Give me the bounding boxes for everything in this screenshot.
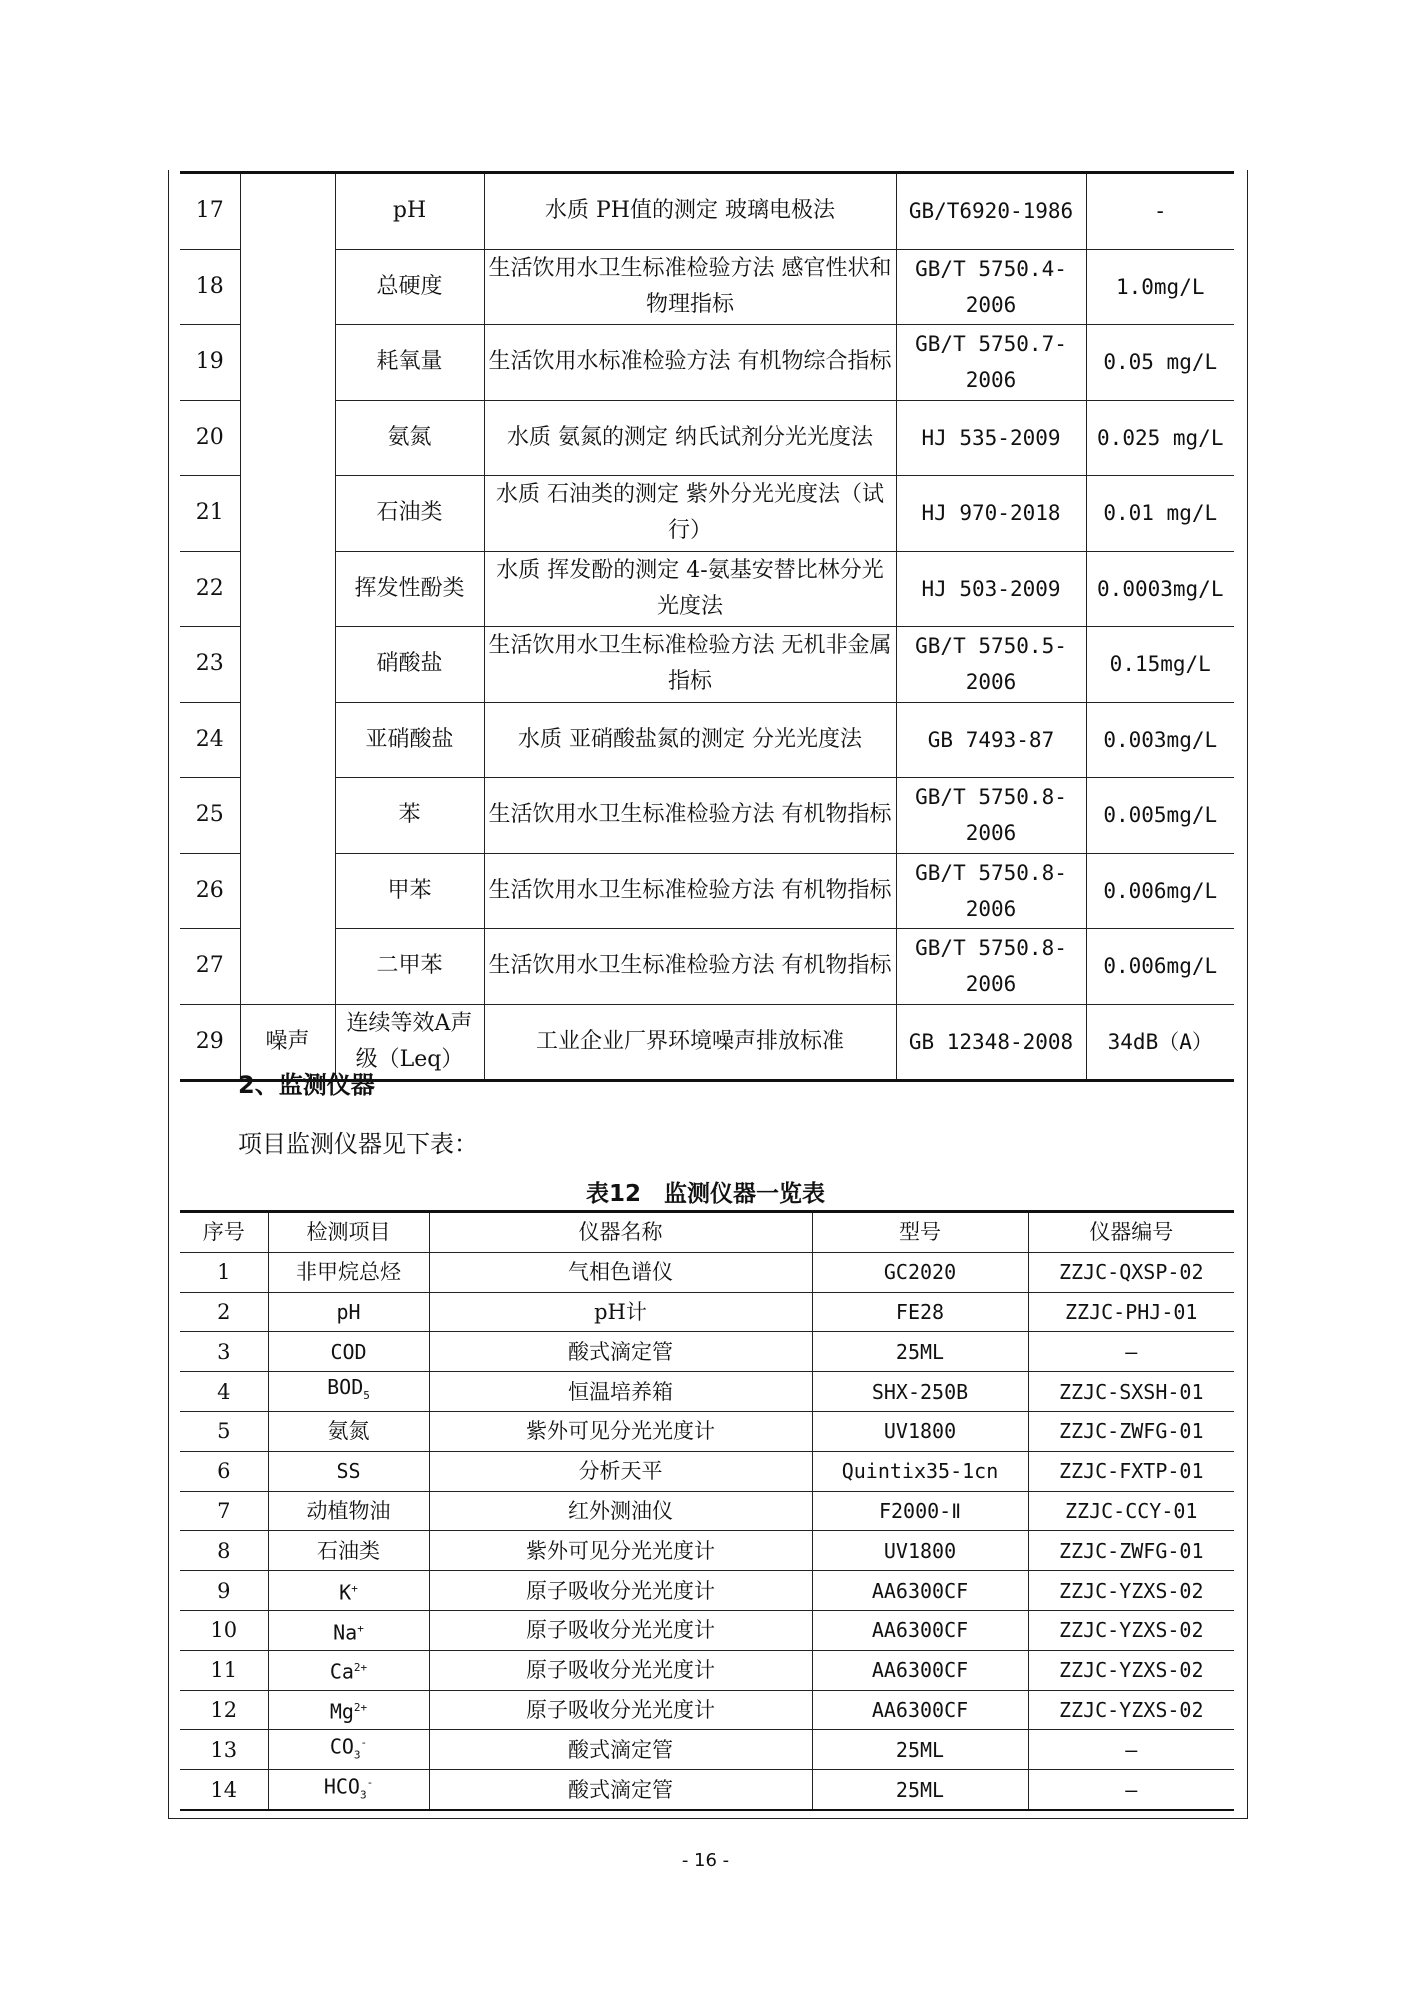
instrument-code: ZZJC-YZXS-02 — [1028, 1650, 1234, 1690]
standard-code: GB/T 5750.8-2006 — [896, 853, 1086, 929]
test-item — [268, 1730, 429, 1770]
test-item-text: Mg — [329, 1699, 354, 1724]
instrument-code: ZZJC-CCY-01 — [1028, 1491, 1234, 1531]
test-item — [268, 1650, 429, 1690]
instrument-code: ZZJC-YZXS-02 — [1028, 1571, 1234, 1611]
method-name: 生活饮用水标准检验方法 有机物综合指标 — [484, 325, 896, 401]
detection-limit: 0.006mg/L — [1086, 929, 1234, 1005]
instrument-model: GC2020 — [812, 1252, 1028, 1292]
standard-code: GB/T 5750.8-2006 — [896, 929, 1086, 1005]
column-header: 型号 — [812, 1212, 1028, 1253]
test-item — [268, 1610, 429, 1650]
item-name: 石油类 — [335, 476, 484, 552]
row-number: 18 — [180, 249, 240, 325]
test-item — [268, 1770, 429, 1810]
table-row — [180, 1730, 1234, 1770]
row-number: 1 — [180, 1252, 268, 1292]
test-item-text: BOD — [327, 1375, 364, 1400]
table-row — [180, 249, 1234, 325]
row-number: 9 — [180, 1571, 268, 1611]
instrument-name: 原子吸收分光光度计 — [429, 1571, 812, 1611]
table-row — [180, 325, 1234, 401]
detection-limit: 0.05 mg/L — [1086, 325, 1234, 401]
table-row — [180, 627, 1234, 703]
instrument-code: ZZJC-PHJ-01 — [1028, 1292, 1234, 1332]
detection-limit: 34dB（A） — [1086, 1004, 1234, 1081]
detection-limit: 0.005mg/L — [1086, 778, 1234, 854]
method-name: 工业企业厂界环境噪声排放标准 — [484, 1004, 896, 1081]
method-name: 水质 氨氮的测定 纳氏试剂分光光度法 — [484, 400, 896, 476]
instrument-name: 原子吸收分光光度计 — [429, 1650, 812, 1690]
test-item-text: CO — [329, 1735, 354, 1760]
instrument-model: FE28 — [812, 1292, 1028, 1332]
instrument-name: 红外测油仪 — [429, 1491, 812, 1531]
row-number: 19 — [180, 325, 240, 401]
test-item — [268, 1252, 429, 1292]
table-row — [180, 1372, 1234, 1412]
row-number: 29 — [180, 1004, 240, 1081]
instrument-code: ZZJC-ZWFG-01 — [1028, 1531, 1234, 1571]
table-row — [180, 1252, 1234, 1292]
method-name: 水质 PH值的测定 玻璃电极法 — [484, 173, 896, 250]
row-number: 8 — [180, 1531, 268, 1571]
test-item — [268, 1332, 429, 1372]
detection-limit: - — [1086, 173, 1234, 250]
column-header: 仪器编号 — [1028, 1212, 1234, 1253]
table-row — [180, 778, 1234, 854]
superscript: + — [357, 1621, 364, 1635]
instrument-code: ZZJC-QXSP-02 — [1028, 1252, 1234, 1292]
standard-code: HJ 503-2009 — [896, 551, 1086, 627]
row-number: 17 — [180, 173, 240, 250]
instrument-code: ZZJC-YZXS-02 — [1028, 1690, 1234, 1730]
row-number: 27 — [180, 929, 240, 1005]
row-number: 10 — [180, 1610, 268, 1650]
subscript: 3 — [359, 1788, 367, 1802]
section-heading: 2、监测仪器 — [238, 1071, 375, 1099]
row-number: 3 — [180, 1332, 268, 1372]
detection-limit: 0.006mg/L — [1086, 853, 1234, 929]
instrument-code: ZZJC-ZWFG-01 — [1028, 1411, 1234, 1451]
instrument-model: AA6300CF — [812, 1571, 1028, 1611]
test-item-text: pH — [336, 1299, 361, 1324]
instrument-model: 25ML — [812, 1770, 1028, 1810]
test-item — [268, 1571, 429, 1611]
item-name: 氨氮 — [335, 400, 484, 476]
table-row — [180, 1451, 1234, 1491]
instrument-name: 酸式滴定管 — [429, 1770, 812, 1810]
instrument-name: 紫外可见分光光度计 — [429, 1411, 812, 1451]
table-row — [180, 1531, 1234, 1571]
instrument-model: 25ML — [812, 1730, 1028, 1770]
instrument-code: — — [1028, 1730, 1234, 1770]
instrument-model: 25ML — [812, 1332, 1028, 1372]
detection-limit: 0.003mg/L — [1086, 702, 1234, 778]
detection-limit: 0.01 mg/L — [1086, 476, 1234, 552]
method-name: 水质 亚硝酸盐氮的测定 分光光度法 — [484, 702, 896, 778]
table-row — [180, 929, 1234, 1005]
superscript: 2+ — [353, 1661, 368, 1675]
category-cell — [240, 173, 335, 1005]
item-name: 连续等效A声级（Leq） — [335, 1004, 484, 1081]
table-row — [180, 1491, 1234, 1531]
instrument-name: 酸式滴定管 — [429, 1730, 812, 1770]
test-item — [268, 1531, 429, 1571]
row-number: 22 — [180, 551, 240, 627]
instrument-model: UV1800 — [812, 1411, 1028, 1451]
table-row — [180, 1610, 1234, 1650]
standard-code: HJ 970-2018 — [896, 476, 1086, 552]
instrument-model: SHX-250B — [812, 1372, 1028, 1412]
subscript: 3 — [353, 1749, 361, 1763]
instrument-name: 原子吸收分光光度计 — [429, 1610, 812, 1650]
row-number: 2 — [180, 1292, 268, 1332]
test-item-text: K — [339, 1580, 352, 1605]
test-item-text: 石油类 — [317, 1538, 380, 1563]
test-item — [268, 1690, 429, 1730]
detection-limit: 0.15mg/L — [1086, 627, 1234, 703]
table-row — [180, 1332, 1234, 1372]
table-row — [180, 551, 1234, 627]
table-row — [180, 1770, 1234, 1810]
method-name: 水质 石油类的测定 紫外分光光度法（试行） — [484, 476, 896, 552]
row-number: 23 — [180, 627, 240, 703]
test-item — [268, 1292, 429, 1332]
item-name: 耗氧量 — [335, 325, 484, 401]
test-item-text: 动植物油 — [306, 1498, 391, 1523]
standard-code: HJ 535-2009 — [896, 400, 1086, 476]
standard-code: GB/T 5750.4-2006 — [896, 249, 1086, 325]
table-row — [180, 1292, 1234, 1332]
instrument-name: 酸式滴定管 — [429, 1332, 812, 1372]
column-header: 检测项目 — [268, 1212, 429, 1253]
test-item — [268, 1372, 429, 1412]
instrument-code: — — [1028, 1332, 1234, 1372]
detection-limit: 0.0003mg/L — [1086, 551, 1234, 627]
standard-code: GB/T 5750.5-2006 — [896, 627, 1086, 703]
instrument-code: ZZJC-YZXS-02 — [1028, 1610, 1234, 1650]
instrument-name: pH计 — [429, 1292, 812, 1332]
table-caption: 表12 监测仪器一览表 — [585, 1181, 825, 1207]
row-number: 13 — [180, 1730, 268, 1770]
method-name: 水质 挥发酚的测定 4-氨基安替比林分光光度法 — [484, 551, 896, 627]
test-item — [268, 1491, 429, 1531]
standard-code: GB/T 5750.8-2006 — [896, 778, 1086, 854]
row-number: 24 — [180, 702, 240, 778]
test-item-text: SS — [336, 1459, 361, 1484]
table-row — [180, 1650, 1234, 1690]
instrument-model: F2000-Ⅱ — [812, 1491, 1028, 1531]
row-number: 20 — [180, 400, 240, 476]
superscript: 2+ — [353, 1701, 368, 1715]
column-header: 仪器名称 — [429, 1212, 812, 1253]
instrument-model: UV1800 — [812, 1531, 1028, 1571]
test-item-text: 非甲烷总烃 — [296, 1260, 401, 1285]
instrument-code: — — [1028, 1770, 1234, 1810]
instrument-model: AA6300CF — [812, 1610, 1028, 1650]
standard-code: GB/T 5750.7-2006 — [896, 325, 1086, 401]
instrument-name: 气相色谱仪 — [429, 1252, 812, 1292]
method-name: 生活饮用水卫生标准检验方法 有机物指标 — [484, 853, 896, 929]
standard-code: GB 12348-2008 — [896, 1004, 1086, 1081]
item-name: 亚硝酸盐 — [335, 702, 484, 778]
method-name: 生活饮用水卫生标准检验方法 有机物指标 — [484, 778, 896, 854]
test-item-text: 氨氮 — [327, 1419, 370, 1444]
item-name: 甲苯 — [335, 853, 484, 929]
row-number: 5 — [180, 1411, 268, 1451]
superscript: + — [351, 1581, 358, 1595]
instrument-name: 原子吸收分光光度计 — [429, 1690, 812, 1730]
test-item — [268, 1451, 429, 1491]
item-name: pH — [335, 173, 484, 250]
standard-code: GB 7493-87 — [896, 702, 1086, 778]
test-item-text: Ca — [329, 1659, 354, 1684]
row-number: 25 — [180, 778, 240, 854]
intro-text: 项目监测仪器见下表： — [238, 1130, 478, 1158]
table-row — [180, 853, 1234, 929]
item-name: 苯 — [335, 778, 484, 854]
test-item-text: Na — [333, 1620, 358, 1645]
test-item-text: HCO — [323, 1774, 360, 1799]
instrument-code: ZZJC-FXTP-01 — [1028, 1451, 1234, 1491]
standards-table — [180, 171, 1234, 1082]
row-number: 11 — [180, 1650, 268, 1690]
superscript: - — [360, 1736, 368, 1750]
table-row — [180, 400, 1234, 476]
row-number: 7 — [180, 1491, 268, 1531]
instrument-name: 紫外可见分光光度计 — [429, 1531, 812, 1571]
standard-code: GB/T6920-1986 — [896, 173, 1086, 250]
method-name: 生活饮用水卫生标准检验方法 有机物指标 — [484, 929, 896, 1005]
row-number: 14 — [180, 1770, 268, 1810]
instrument-model: Quintix35-1cn — [812, 1451, 1028, 1491]
detection-limit: 0.025 mg/L — [1086, 400, 1234, 476]
instrument-model: AA6300CF — [812, 1650, 1028, 1690]
table-row — [180, 1690, 1234, 1730]
superscript: - — [366, 1776, 374, 1790]
table-header-row — [180, 1212, 1234, 1253]
instrument-name: 恒温培养箱 — [429, 1372, 812, 1412]
detection-limit: 1.0mg/L — [1086, 249, 1234, 325]
row-number: 4 — [180, 1372, 268, 1412]
item-name: 挥发性酚类 — [335, 551, 484, 627]
row-number: 21 — [180, 476, 240, 552]
instrument-model: AA6300CF — [812, 1690, 1028, 1730]
test-item-text: COD — [330, 1339, 367, 1364]
instrument-table — [180, 1210, 1234, 1811]
test-item — [268, 1411, 429, 1451]
item-name: 硝酸盐 — [335, 627, 484, 703]
method-name: 生活饮用水卫生标准检验方法 感官性状和物理指标 — [484, 249, 896, 325]
item-name: 总硬度 — [335, 249, 484, 325]
instrument-name: 分析天平 — [429, 1451, 812, 1491]
table-row — [180, 1571, 1234, 1611]
page-number: - 16 - — [681, 1850, 730, 1871]
method-name: 生活饮用水卫生标准检验方法 无机非金属指标 — [484, 627, 896, 703]
row-number: 26 — [180, 853, 240, 929]
column-header: 序号 — [180, 1212, 268, 1253]
table-row — [180, 173, 1234, 250]
table-row — [180, 702, 1234, 778]
category-cell: 噪声 — [240, 1004, 335, 1081]
table-row — [180, 1411, 1234, 1451]
subscript: 5 — [363, 1389, 370, 1403]
table-row — [180, 476, 1234, 552]
row-number: 12 — [180, 1690, 268, 1730]
row-number: 6 — [180, 1451, 268, 1491]
instrument-code: ZZJC-SXSH-01 — [1028, 1372, 1234, 1412]
item-name: 二甲苯 — [335, 929, 484, 1005]
